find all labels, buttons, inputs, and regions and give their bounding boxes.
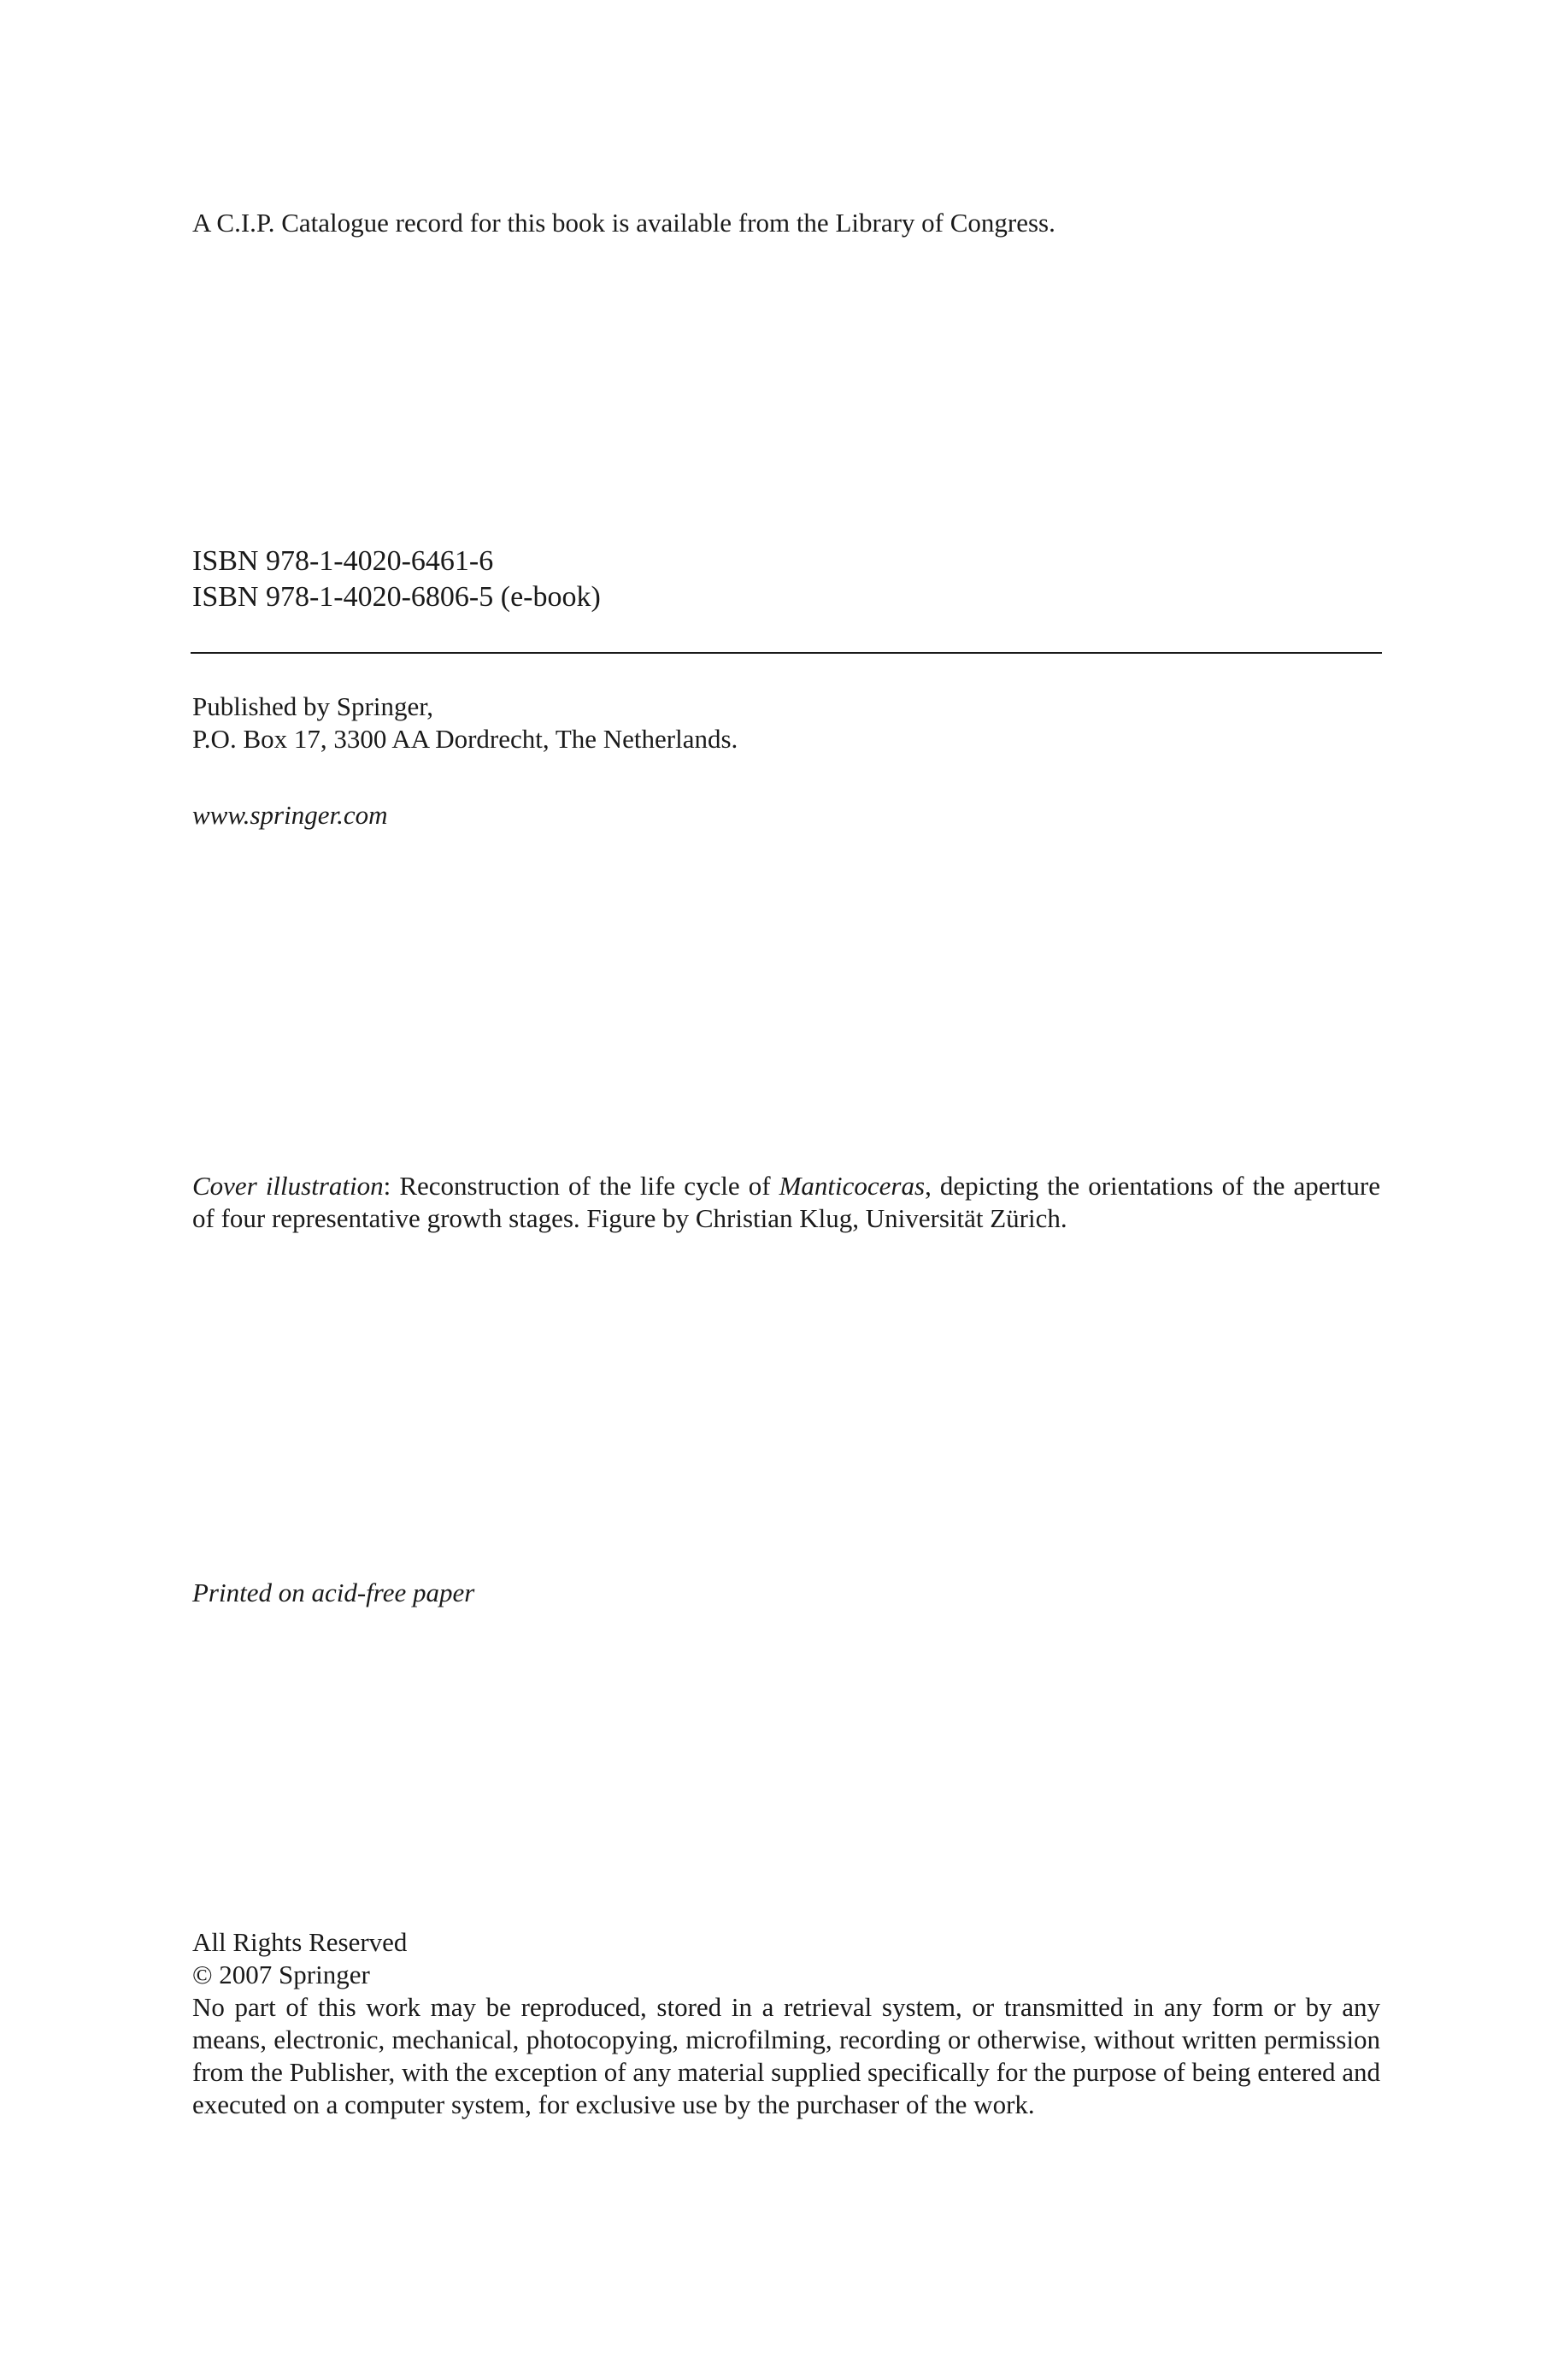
cover-illustration-text-1: : Reconstruction of the life cycle of xyxy=(383,1171,779,1201)
cip-notice xyxy=(192,207,1380,239)
isbn-ebook: ISBN 978-1-4020-6806-5 (e-book) xyxy=(192,581,601,613)
cip-text: A C.I.P. Catalogue record for this book is available from the Library of Congress. xyxy=(192,208,1055,238)
isbn-block xyxy=(192,544,1380,615)
paper-note-block xyxy=(192,1577,1380,1609)
paper-note: Printed on acid-free paper xyxy=(192,1578,475,1607)
divider-rule xyxy=(191,652,1382,654)
website-link[interactable]: www.springer.com xyxy=(192,800,388,830)
rights-reserved: All Rights Reserved xyxy=(192,1927,408,1957)
cover-illustration-credit xyxy=(192,1170,1380,1235)
publisher-address: P.O. Box 17, 3300 AA Dordrecht, The Netherlands. xyxy=(192,724,738,754)
rights-notice: No part of this work may be reproduced, stored in a retrieval system, or transmitted in any form or by any means, electronic, mechanical, photocopying, microfilming, recording or otherwise, without written permission from the Publisher, with the exception of any material supplied specifically for the purpose of being entered and executed on a computer system, for exclusive use by the purchaser of the work. xyxy=(192,1992,1380,2119)
rights-block xyxy=(192,1926,1380,2121)
cover-illustration-label: Cover illustration xyxy=(192,1171,384,1201)
publisher-name: Published by Springer, xyxy=(192,691,434,721)
publisher-block xyxy=(192,690,1380,755)
cover-illustration-genus: Manticoceras xyxy=(779,1171,926,1201)
copyright-line: © 2007 Springer xyxy=(192,1960,370,1989)
cover-illustration-text-2: , depicting the orientations of the aperture of four representative growth stages. Figure by Christian Klug, Universität Zürich. xyxy=(192,1171,1380,1233)
isbn-print: ISBN 978-1-4020-6461-6 xyxy=(192,545,494,577)
website-block xyxy=(192,799,1380,832)
